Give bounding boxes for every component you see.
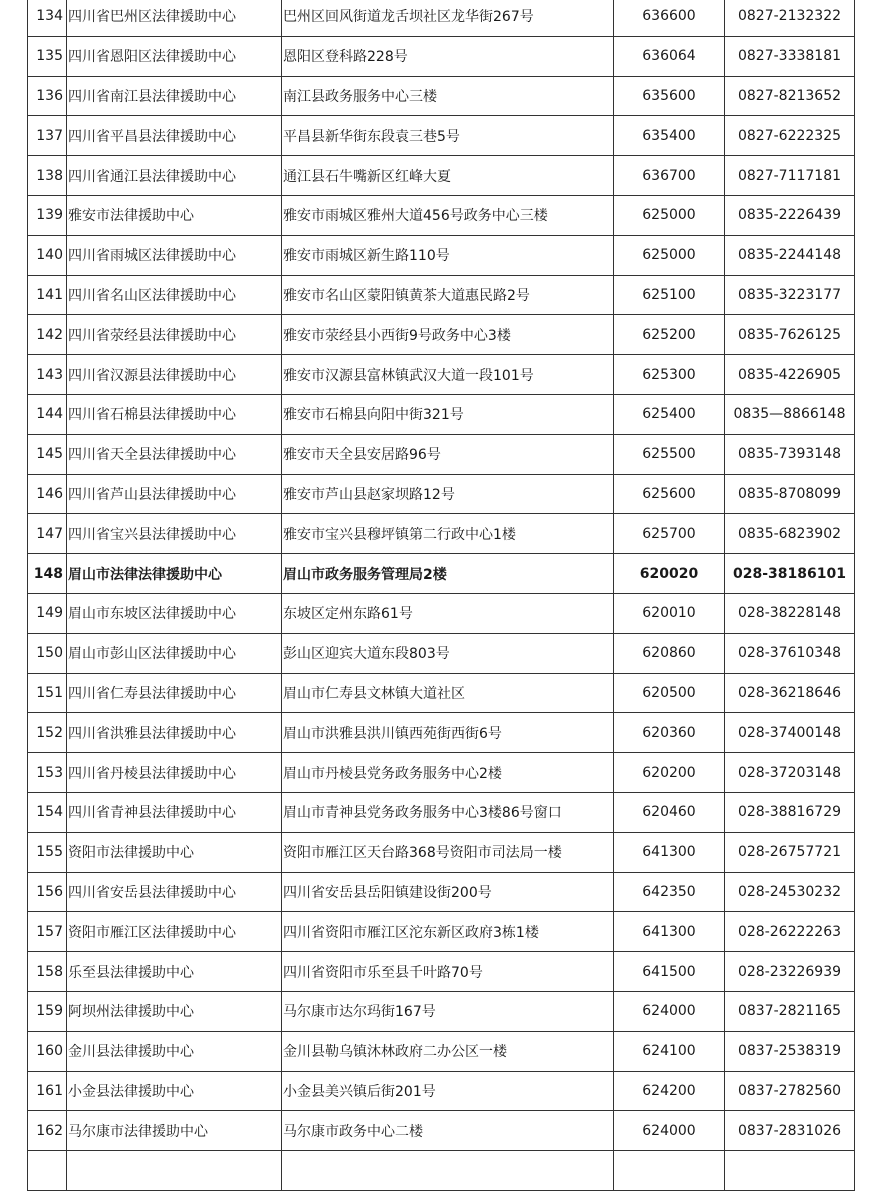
row-number: 151 bbox=[28, 673, 67, 713]
postcode: 620460 bbox=[614, 792, 725, 832]
center-name: 眉山市法律法律援助中心 bbox=[67, 554, 282, 594]
center-address: 小金县美兴镇后街201号 bbox=[282, 1071, 614, 1111]
center-name: 四川省通江县法律援助中心 bbox=[67, 156, 282, 196]
table-row bbox=[28, 1111, 855, 1151]
table-row bbox=[28, 474, 855, 514]
center-name: 四川省恩阳区法律援助中心 bbox=[67, 36, 282, 76]
center-name: 四川省宝兴县法律援助中心 bbox=[67, 514, 282, 554]
center-address: 眉山市仁寿县文林镇大道社区 bbox=[282, 673, 614, 713]
postcode: 620860 bbox=[614, 633, 725, 673]
postcode: 636064 bbox=[614, 36, 725, 76]
row-number: 160 bbox=[28, 1031, 67, 1071]
row-number: 138 bbox=[28, 156, 67, 196]
row-number: 154 bbox=[28, 792, 67, 832]
table-row bbox=[28, 0, 855, 36]
postcode: 625000 bbox=[614, 235, 725, 275]
center-name: 资阳市法律援助中心 bbox=[67, 832, 282, 872]
center-address: 眉山市政务服务管理局2楼 bbox=[282, 554, 614, 594]
postcode: 625400 bbox=[614, 394, 725, 434]
table-row bbox=[28, 554, 855, 594]
table-row bbox=[28, 912, 855, 952]
center-address: 雅安市汉源县富林镇武汉大道一段101号 bbox=[282, 355, 614, 395]
phone-number: 028-38186101 bbox=[725, 554, 855, 594]
table-row bbox=[28, 275, 855, 315]
phone-number: 0835-7626125 bbox=[725, 315, 855, 355]
table-row bbox=[28, 872, 855, 912]
center-name: 雅安市法律援助中心 bbox=[67, 195, 282, 235]
postcode: 641300 bbox=[614, 832, 725, 872]
center-name: 四川省安岳县法律援助中心 bbox=[67, 872, 282, 912]
center-address: 资阳市雁江区天台路368号资阳市司法局一楼 bbox=[282, 832, 614, 872]
table-row bbox=[28, 753, 855, 793]
center-name: 四川省巴州区法律援助中心 bbox=[67, 0, 282, 36]
center-name: 四川省仁寿县法律援助中心 bbox=[67, 673, 282, 713]
row-number: 155 bbox=[28, 832, 67, 872]
postcode: 642350 bbox=[614, 872, 725, 912]
postcode: 620360 bbox=[614, 713, 725, 753]
table-row bbox=[28, 713, 855, 753]
row-number: 137 bbox=[28, 116, 67, 156]
phone-number: 0827-7117181 bbox=[725, 156, 855, 196]
center-address: 雅安市宝兴县穆坪镇第二行政中心1楼 bbox=[282, 514, 614, 554]
center-address: 东坡区定州东路61号 bbox=[282, 593, 614, 633]
postcode: 625700 bbox=[614, 514, 725, 554]
center-name: 四川省名山区法律援助中心 bbox=[67, 275, 282, 315]
center-name: 四川省汉源县法律援助中心 bbox=[67, 355, 282, 395]
center-name: 四川省洪雅县法律援助中心 bbox=[67, 713, 282, 753]
phone-number: 0837-2538319 bbox=[725, 1031, 855, 1071]
phone-number: 028-23226939 bbox=[725, 952, 855, 992]
phone-number: 0837-2831026 bbox=[725, 1111, 855, 1151]
phone-number: 028-37203148 bbox=[725, 753, 855, 793]
postcode: 620500 bbox=[614, 673, 725, 713]
postcode: 641500 bbox=[614, 952, 725, 992]
row-number: 149 bbox=[28, 593, 67, 633]
phone-number: 0835-2226439 bbox=[725, 195, 855, 235]
row-number: 158 bbox=[28, 952, 67, 992]
table-row bbox=[28, 76, 855, 116]
table-row bbox=[28, 315, 855, 355]
center-address: 平昌县新华街东段袁三巷5号 bbox=[282, 116, 614, 156]
row-number: 153 bbox=[28, 753, 67, 793]
phone-number: 028-26222263 bbox=[725, 912, 855, 952]
center-name: 小金县法律援助中心 bbox=[67, 1071, 282, 1111]
center-address bbox=[282, 1151, 614, 1191]
row-number: 135 bbox=[28, 36, 67, 76]
table-row bbox=[28, 1071, 855, 1111]
center-name: 马尔康市法律援助中心 bbox=[67, 1111, 282, 1151]
row-number: 141 bbox=[28, 275, 67, 315]
center-address: 雅安市芦山县赵家坝路12号 bbox=[282, 474, 614, 514]
phone-number bbox=[725, 1151, 855, 1191]
postcode: 636600 bbox=[614, 0, 725, 36]
row-number: 144 bbox=[28, 394, 67, 434]
phone-number: 028-24530232 bbox=[725, 872, 855, 912]
postcode: 625000 bbox=[614, 195, 725, 235]
center-name: 四川省平昌县法律援助中心 bbox=[67, 116, 282, 156]
postcode: 625100 bbox=[614, 275, 725, 315]
postcode: 620010 bbox=[614, 593, 725, 633]
postcode: 624100 bbox=[614, 1031, 725, 1071]
postcode: 636700 bbox=[614, 156, 725, 196]
center-name: 眉山市彭山区法律援助中心 bbox=[67, 633, 282, 673]
phone-number: 0835-3223177 bbox=[725, 275, 855, 315]
table-row bbox=[28, 1151, 855, 1191]
center-name: 四川省芦山县法律援助中心 bbox=[67, 474, 282, 514]
phone-number: 0835—8866148 bbox=[725, 394, 855, 434]
row-number: 140 bbox=[28, 235, 67, 275]
postcode: 624200 bbox=[614, 1071, 725, 1111]
row-number: 134 bbox=[28, 0, 67, 36]
table-row bbox=[28, 116, 855, 156]
center-address: 眉山市青神县党务政务服务中心3楼86号窗口 bbox=[282, 792, 614, 832]
center-name: 四川省南江县法律援助中心 bbox=[67, 76, 282, 116]
phone-number: 0827-2132322 bbox=[725, 0, 855, 36]
table-row bbox=[28, 991, 855, 1031]
phone-number: 0835-6823902 bbox=[725, 514, 855, 554]
center-name: 眉山市东坡区法律援助中心 bbox=[67, 593, 282, 633]
center-address: 金川县勒乌镇沐林政府二办公区一楼 bbox=[282, 1031, 614, 1071]
row-number: 139 bbox=[28, 195, 67, 235]
center-address: 雅安市雨城区新生路110号 bbox=[282, 235, 614, 275]
table-row bbox=[28, 355, 855, 395]
phone-number: 0827-3338181 bbox=[725, 36, 855, 76]
phone-number: 028-37400148 bbox=[725, 713, 855, 753]
center-address: 恩阳区登科路228号 bbox=[282, 36, 614, 76]
postcode: 635600 bbox=[614, 76, 725, 116]
center-address: 马尔康市达尔玛街167号 bbox=[282, 991, 614, 1031]
row-number: 148 bbox=[28, 554, 67, 594]
phone-number: 0835-7393148 bbox=[725, 434, 855, 474]
phone-number: 0835-8708099 bbox=[725, 474, 855, 514]
row-number: 152 bbox=[28, 713, 67, 753]
center-address: 雅安市石棉县向阳中街321号 bbox=[282, 394, 614, 434]
postcode: 625200 bbox=[614, 315, 725, 355]
phone-number: 028-26757721 bbox=[725, 832, 855, 872]
center-name: 乐至县法律援助中心 bbox=[67, 952, 282, 992]
row-number: 159 bbox=[28, 991, 67, 1031]
row-number: 147 bbox=[28, 514, 67, 554]
center-address: 四川省安岳县岳阳镇建设街200号 bbox=[282, 872, 614, 912]
table-row bbox=[28, 633, 855, 673]
center-address: 雅安市名山区蒙阳镇黄茶大道惠民路2号 bbox=[282, 275, 614, 315]
center-name: 四川省雨城区法律援助中心 bbox=[67, 235, 282, 275]
postcode: 620200 bbox=[614, 753, 725, 793]
phone-number: 0835-2244148 bbox=[725, 235, 855, 275]
table-row bbox=[28, 235, 855, 275]
phone-number: 0827-6222325 bbox=[725, 116, 855, 156]
phone-number: 028-38228148 bbox=[725, 593, 855, 633]
center-name: 资阳市雁江区法律援助中心 bbox=[67, 912, 282, 952]
center-address: 雅安市荥经县小西街9号政务中心3楼 bbox=[282, 315, 614, 355]
table-row bbox=[28, 1031, 855, 1071]
center-address: 马尔康市政务中心二楼 bbox=[282, 1111, 614, 1151]
phone-number: 028-36218646 bbox=[725, 673, 855, 713]
table-row bbox=[28, 195, 855, 235]
table-row bbox=[28, 36, 855, 76]
row-number: 136 bbox=[28, 76, 67, 116]
table-row bbox=[28, 514, 855, 554]
phone-number: 028-37610348 bbox=[725, 633, 855, 673]
table-row bbox=[28, 593, 855, 633]
center-address: 雅安市天全县安居路96号 bbox=[282, 434, 614, 474]
center-address: 巴州区回风街道龙舌坝社区龙华街267号 bbox=[282, 0, 614, 36]
postcode: 641300 bbox=[614, 912, 725, 952]
center-name: 金川县法律援助中心 bbox=[67, 1031, 282, 1071]
center-name: 四川省天全县法律援助中心 bbox=[67, 434, 282, 474]
center-name: 阿坝州法律援助中心 bbox=[67, 991, 282, 1031]
center-address: 通江县石牛嘴新区红峰大夏 bbox=[282, 156, 614, 196]
row-number: 156 bbox=[28, 872, 67, 912]
center-address: 雅安市雨城区雅州大道456号政务中心三楼 bbox=[282, 195, 614, 235]
postcode: 635400 bbox=[614, 116, 725, 156]
row-number: 161 bbox=[28, 1071, 67, 1111]
postcode: 625300 bbox=[614, 355, 725, 395]
row-number: 150 bbox=[28, 633, 67, 673]
row-number: 146 bbox=[28, 474, 67, 514]
table-row bbox=[28, 394, 855, 434]
table-row bbox=[28, 792, 855, 832]
center-name: 四川省石棉县法律援助中心 bbox=[67, 394, 282, 434]
table-row bbox=[28, 952, 855, 992]
row-number: 145 bbox=[28, 434, 67, 474]
row-number: 162 bbox=[28, 1111, 67, 1151]
phone-number: 028-38816729 bbox=[725, 792, 855, 832]
phone-number: 0837-2782560 bbox=[725, 1071, 855, 1111]
postcode: 625600 bbox=[614, 474, 725, 514]
row-number bbox=[28, 1151, 67, 1191]
center-address: 南江县政务服务中心三楼 bbox=[282, 76, 614, 116]
row-number: 142 bbox=[28, 315, 67, 355]
postcode bbox=[614, 1151, 725, 1191]
phone-number: 0827-8213652 bbox=[725, 76, 855, 116]
phone-number: 0837-2821165 bbox=[725, 991, 855, 1031]
row-number: 143 bbox=[28, 355, 67, 395]
phone-number: 0835-4226905 bbox=[725, 355, 855, 395]
postcode: 625500 bbox=[614, 434, 725, 474]
table-row bbox=[28, 673, 855, 713]
center-address: 彭山区迎宾大道东段803号 bbox=[282, 633, 614, 673]
table-row bbox=[28, 832, 855, 872]
postcode: 624000 bbox=[614, 1111, 725, 1151]
legal-aid-directory-table bbox=[27, 0, 855, 1191]
table-row bbox=[28, 434, 855, 474]
center-name: 四川省青神县法律援助中心 bbox=[67, 792, 282, 832]
table-row bbox=[28, 156, 855, 196]
center-address: 眉山市丹棱县党务政务服务中心2楼 bbox=[282, 753, 614, 793]
center-name bbox=[67, 1151, 282, 1191]
postcode: 624000 bbox=[614, 991, 725, 1031]
center-name: 四川省荥经县法律援助中心 bbox=[67, 315, 282, 355]
row-number: 157 bbox=[28, 912, 67, 952]
center-address: 眉山市洪雅县洪川镇西苑街西街6号 bbox=[282, 713, 614, 753]
postcode: 620020 bbox=[614, 554, 725, 594]
center-address: 四川省资阳市乐至县千叶路70号 bbox=[282, 952, 614, 992]
center-name: 四川省丹棱县法律援助中心 bbox=[67, 753, 282, 793]
center-address: 四川省资阳市雁江区沱东新区政府3栋1楼 bbox=[282, 912, 614, 952]
table-body bbox=[28, 0, 855, 1190]
